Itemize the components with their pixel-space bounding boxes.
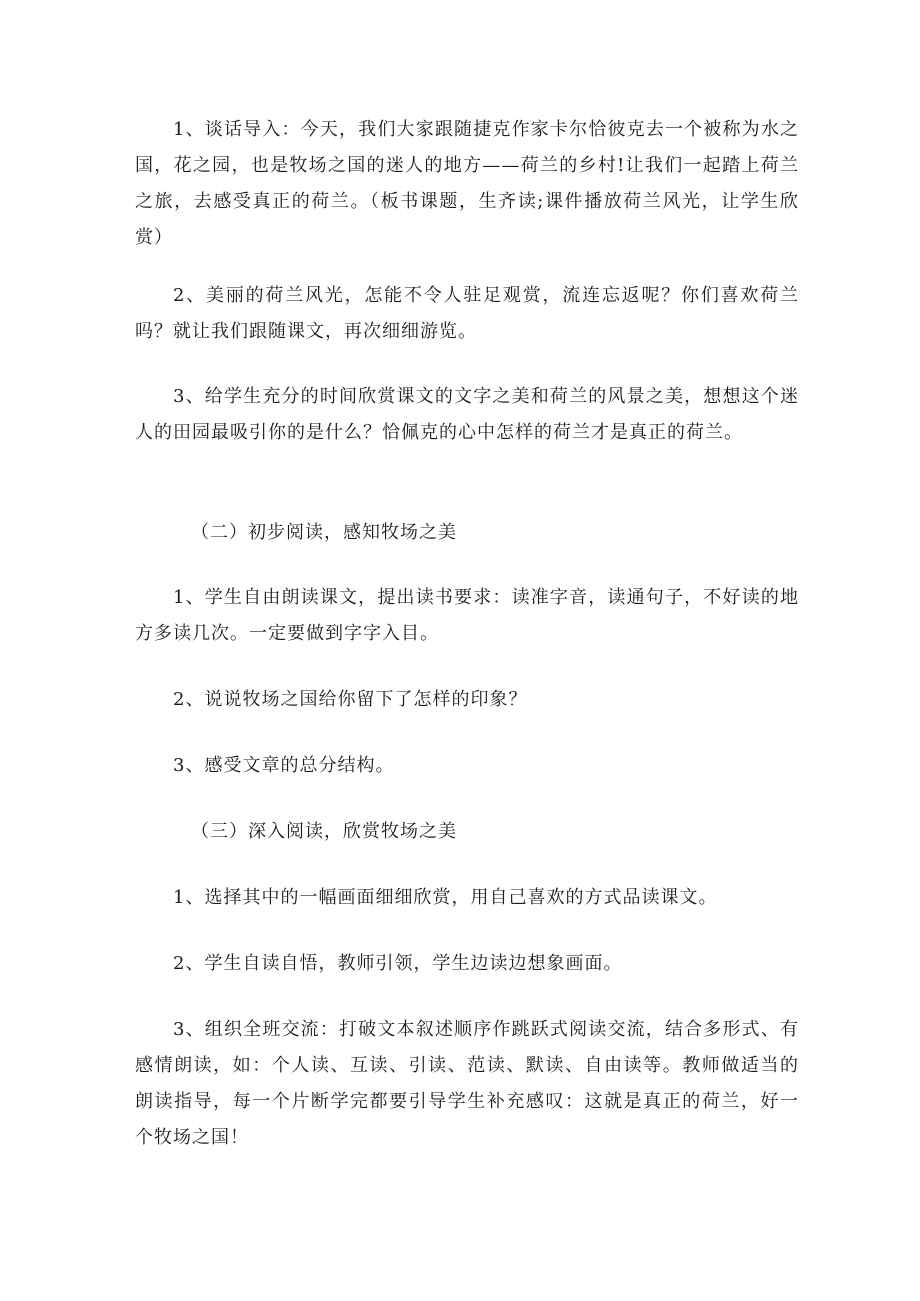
paragraph-free-reading: 1、学生自由朗读课文，提出读书要求：读准字音，读通句子，不好读的地方多读几次。一定要做到字字入目。 bbox=[135, 587, 799, 644]
paragraph-intro: 1、谈话导入：今天，我们大家跟随捷克作家卡尔恰彼克去一个被称为水之国，花之园，也是牧场之国的迷人的地方——荷兰的乡村!让我们一起踏上荷兰之旅，去感受真正的荷兰。（板书课题，生齐读;课件播放荷兰风光，让学生欣赏） bbox=[135, 119, 799, 248]
paragraph-impression: 2、说说牧场之国给你留下了怎样的印象？ bbox=[173, 689, 528, 710]
paragraph-appreciation: 3、给学生充分的时间欣赏课文的文字之美和荷兰的风景之美，想想这个迷人的田园最吸引你的是什么？恰佩克的心中怎样的荷兰才是真正的荷兰。 bbox=[135, 386, 799, 443]
paragraph-structure: 3、感受文章的总分结构。 bbox=[173, 755, 395, 776]
paragraph-self-reading: 2、学生自读自悟，教师引领，学生边读边想象画面。 bbox=[173, 953, 623, 974]
paragraph-select-scene: 1、选择其中的一幅画面细细欣赏，用自己喜欢的方式品读课文。 bbox=[173, 887, 718, 908]
section-heading-3: （三）深入阅读，欣赏牧场之美 bbox=[191, 821, 457, 842]
paragraph-class-exchange: 3、组织全班交流：打破文本叙述顺序作跳跃式阅读交流，结合多形式、有感情朗读，如：个人读、互读、引读、范读、默读、自由读等。教师做适当的朗读指导，每一个片断学完都要引导学生补充感叹：这就是真正的荷兰，好一个牧场之国！ bbox=[135, 1019, 799, 1148]
paragraph-scenery: 2、美丽的荷兰风光，怎能不令人驻足观赏，流连忘返呢？你们喜欢荷兰吗？就让我们跟随课文，再次细细游览。 bbox=[135, 285, 799, 342]
section-heading-2: （二）初步阅读，感知牧场之美 bbox=[191, 522, 457, 543]
